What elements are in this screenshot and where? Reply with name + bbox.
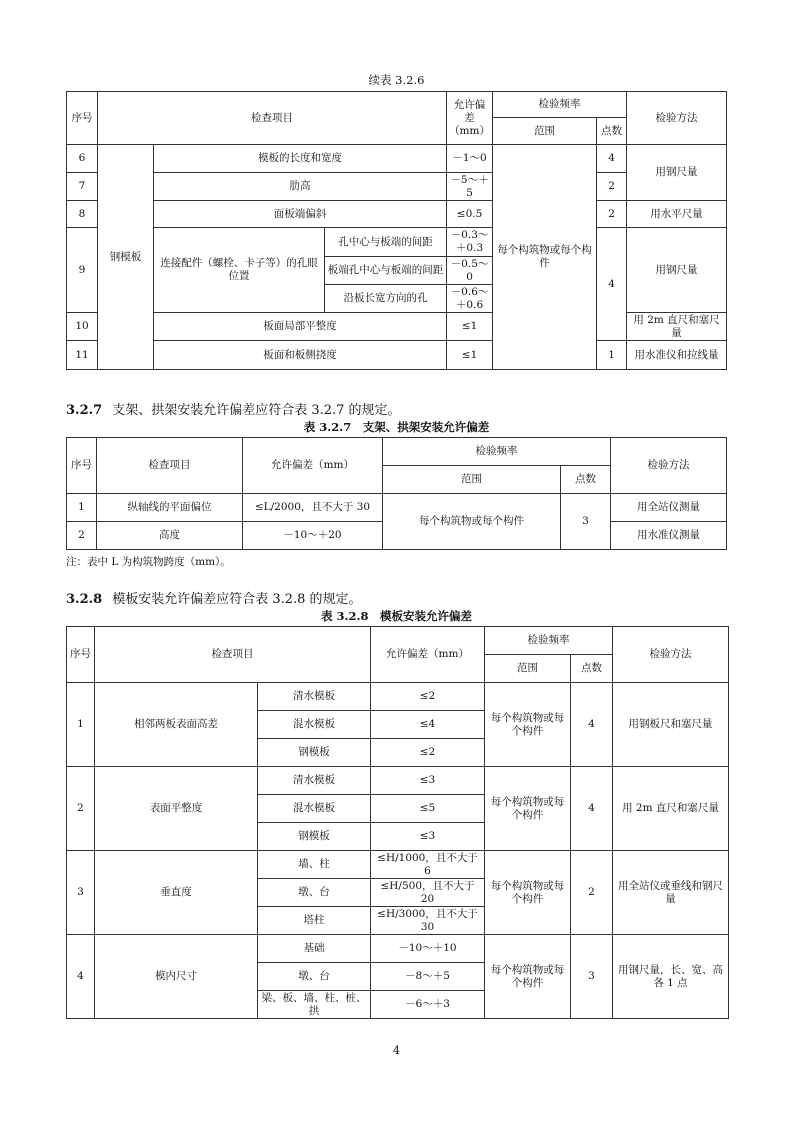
sub-tol: －0.3～＋0.3 xyxy=(447,228,493,257)
group-steel-formwork: 钢模板 xyxy=(98,145,154,370)
sub-tol: ≤5 xyxy=(371,795,485,823)
header-points: 点数 xyxy=(561,466,611,494)
sub-tol: ≤2 xyxy=(371,739,485,767)
sub-tol: －0.6～＋0.6 xyxy=(447,285,493,313)
row-method: 用全站仪或垂线和钢尺量 xyxy=(613,851,729,935)
row-points: 1 xyxy=(597,341,627,370)
clause-number: 3.2.7 xyxy=(66,403,103,418)
table-3-2-6 xyxy=(66,91,727,370)
row-method: 用 2m 直尺和塞尺量 xyxy=(627,313,727,341)
row-item: 模内尺寸 xyxy=(95,935,258,1019)
header-range: 范围 xyxy=(383,466,561,494)
table-3-2-7 xyxy=(66,437,727,550)
row-tol: ≤0.5 xyxy=(447,201,493,228)
sub-tol: ≤2 xyxy=(371,683,485,711)
header-method: 检验方法 xyxy=(613,627,729,683)
sub-item: 沿板长宽方向的孔 xyxy=(325,285,447,313)
table-caption-3-2-8: 表 3.2.8 模板安装允许偏差 xyxy=(320,609,472,623)
row-no: 9 xyxy=(67,228,98,313)
row-no: 4 xyxy=(67,935,95,1019)
table-note: 注：表中 L 为构筑物跨度（mm）。 xyxy=(66,556,231,568)
sub-tol: ≤H/500，且不大于 20 xyxy=(371,879,485,907)
header-freq: 检验频率 xyxy=(493,92,627,118)
clause-3-2-7 xyxy=(66,399,401,418)
row-range: 每个构筑物或每个构件 xyxy=(485,935,571,1019)
table-caption-3-2-6: 续表 3.2.6 xyxy=(368,73,425,87)
sub-tol: ≤3 xyxy=(371,823,485,851)
row-points: 4 xyxy=(571,767,613,851)
sub-tol: ≤H/3000，且不大于 30 xyxy=(371,907,485,935)
row-item: 纵轴线的平面偏位 xyxy=(97,494,243,522)
row-no: 8 xyxy=(67,201,98,228)
clause-3-2-8 xyxy=(66,588,362,607)
header-method: 检验方法 xyxy=(611,438,727,494)
page-number: 4 xyxy=(393,1044,400,1057)
header-no: 序号 xyxy=(67,438,97,494)
table-3-2-8 xyxy=(66,626,729,1019)
row-points: 3 xyxy=(561,494,611,550)
header-range: 范围 xyxy=(493,118,597,145)
row-range: 每个构筑物或每个构件 xyxy=(485,851,571,935)
header-points: 点数 xyxy=(571,655,613,683)
sub-tol: ≤H/1000，且不大于 6 xyxy=(371,851,485,879)
clause-text: 支架、拱架安装允许偏差应符合表 3.2.7 的规定。 xyxy=(112,403,401,418)
sub-item: 孔中心与板端的间距 xyxy=(325,228,447,257)
row-method: 用水准仪和拉线量 xyxy=(627,341,727,370)
sub-item: 墩、台 xyxy=(258,963,371,991)
row-tol: －1～0 xyxy=(447,145,493,173)
header-range: 范围 xyxy=(485,655,571,683)
row-points: 4 xyxy=(597,145,627,173)
row-tol: ≤1 xyxy=(447,313,493,341)
sub-item: 清水模板 xyxy=(258,683,371,711)
row-tol: ≤L/2000，且不大于 30 xyxy=(243,494,383,522)
row-tol: －5～＋5 xyxy=(447,173,493,201)
sub-item: 板端孔中心与板端的间距 xyxy=(325,257,447,285)
row-item: 相邻两板表面高差 xyxy=(95,683,258,767)
row-no: 2 xyxy=(67,522,97,550)
row-item: 面板端偏斜 xyxy=(154,201,447,228)
row-item: 连接配件（螺栓、卡子等）的孔眼位置 xyxy=(154,228,325,313)
header-tol: 允许偏差（mm） xyxy=(447,92,493,145)
row-range: 每个构筑物或每个构件 xyxy=(383,494,561,550)
header-no: 序号 xyxy=(67,627,95,683)
row-method: 用全站仪测量 xyxy=(611,494,727,522)
header-freq: 检验频率 xyxy=(485,627,613,655)
sub-item: 墙、柱 xyxy=(258,851,371,879)
row-points: 4 xyxy=(571,683,613,767)
header-points: 点数 xyxy=(597,118,627,145)
row-method: 用水准仪测量 xyxy=(611,522,727,550)
row-item: 板面和板侧挠度 xyxy=(154,341,447,370)
method-steel-ruler: 用钢尺量 xyxy=(627,228,727,313)
sub-item: 清水模板 xyxy=(258,767,371,795)
row-item: 表面平整度 xyxy=(95,767,258,851)
row-points: 2 xyxy=(597,201,627,228)
row-tol: ≤1 xyxy=(447,341,493,370)
row-points: 3 xyxy=(571,935,613,1019)
sub-tol: －0.5～0 xyxy=(447,257,493,285)
sub-item: 混水模板 xyxy=(258,711,371,739)
sub-item: 钢模板 xyxy=(258,739,371,767)
sub-tol: ≤3 xyxy=(371,767,485,795)
range-all: 每个构筑物或每个构件 xyxy=(493,145,597,370)
row-no: 3 xyxy=(67,851,95,935)
row-no: 1 xyxy=(67,494,97,522)
clause-text: 模板安装允许偏差应符合表 3.2.8 的规定。 xyxy=(112,592,362,607)
sub-item: 钢模板 xyxy=(258,823,371,851)
row-no: 1 xyxy=(67,683,95,767)
row-item: 板面局部平整度 xyxy=(154,313,447,341)
row-method: 用 2m 直尺和塞尺量 xyxy=(613,767,729,851)
table-caption-3-2-7: 表 3.2.7 支架、拱架安装允许偏差 xyxy=(303,420,490,434)
header-item: 检查项目 xyxy=(95,627,371,683)
sub-tol: ≤4 xyxy=(371,711,485,739)
header-item: 检查项目 xyxy=(97,438,243,494)
header-no: 序号 xyxy=(67,92,98,145)
row-item: 垂直度 xyxy=(95,851,258,935)
sub-item: 墩、台 xyxy=(258,879,371,907)
sub-item: 梁、板、墙、柱、桩、拱 xyxy=(258,991,371,1019)
row-method: 用水平尺量 xyxy=(627,201,727,228)
sub-item: 基础 xyxy=(258,935,371,963)
row-tol: －10～＋20 xyxy=(243,522,383,550)
row-method: 用钢板尺和塞尺量 xyxy=(613,683,729,767)
sub-item: 塔柱 xyxy=(258,907,371,935)
clause-number: 3.2.8 xyxy=(66,592,103,607)
row-item: 模板的长度和宽度 xyxy=(154,145,447,173)
row-item: 肋高 xyxy=(154,173,447,201)
header-item: 检查项目 xyxy=(98,92,447,145)
sub-tol: －10～＋10 xyxy=(371,935,485,963)
row-range: 每个构筑物或每个构件 xyxy=(485,683,571,767)
header-freq: 检验频率 xyxy=(383,438,611,466)
header-tol: 允许偏差（mm） xyxy=(243,438,383,494)
row-no: 6 xyxy=(67,145,98,173)
sub-tol: －8～＋5 xyxy=(371,963,485,991)
row-no: 2 xyxy=(67,767,95,851)
header-tol: 允许偏差（mm） xyxy=(371,627,485,683)
row-item: 高度 xyxy=(97,522,243,550)
row-points: 2 xyxy=(597,173,627,201)
header-method: 检验方法 xyxy=(627,92,727,145)
method-steel-ruler: 用钢尺量 xyxy=(627,145,727,201)
sub-item: 混水模板 xyxy=(258,795,371,823)
sub-tol: －6～＋3 xyxy=(371,991,485,1019)
row-no: 11 xyxy=(67,341,98,370)
row-method: 用钢尺量，长、宽、高各 1 点 xyxy=(613,935,729,1019)
row-points: 2 xyxy=(571,851,613,935)
row-no: 10 xyxy=(67,313,98,341)
row-points: 4 xyxy=(597,228,627,341)
row-range: 每个构筑物或每个构件 xyxy=(485,767,571,851)
row-no: 7 xyxy=(67,173,98,201)
